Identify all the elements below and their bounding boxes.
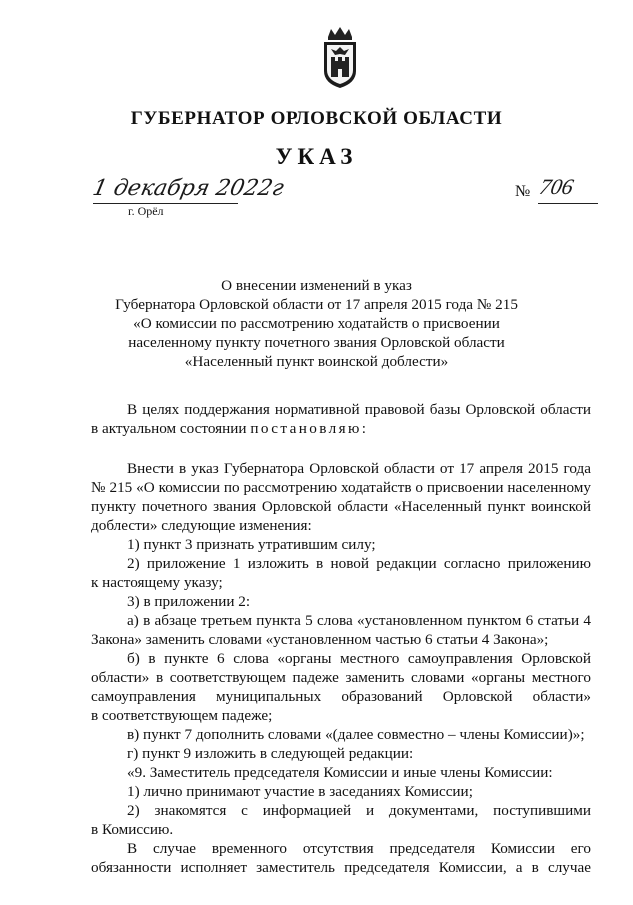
document-body [91, 400, 591, 877]
quoted-item: в Комиссию. [91, 821, 174, 838]
list-item: в соответствующем падеже; [91, 707, 273, 724]
list-item: 1) пункт 3 признать утратившим силу; [127, 536, 376, 553]
city-label: г. Орёл [128, 204, 164, 218]
preamble-text: в актуальном состоянии [91, 420, 247, 437]
list-item: г) пункт 9 изложить в следующей редакции: [127, 745, 414, 762]
handwritten-number: 706 [537, 174, 576, 199]
spacer [91, 438, 591, 458]
list-item: Закона» заменить словами «установленном частью 6 статьи 4 Закона»; [91, 631, 549, 648]
number-label: № [515, 183, 531, 200]
list-item: б) в пункте 6 слова «органы местного самоуправления Орловской [127, 650, 591, 667]
title-line: Губернатора Орловской области от 17 апреля 2015 года № 215 [115, 296, 518, 313]
quoted-item: В случае временного отсутствия председателя Комиссии его [127, 840, 591, 857]
title-line: О внесении изменений в указ [221, 277, 412, 294]
document-title [0, 276, 633, 371]
date-underline [93, 203, 238, 204]
list-item: 2) приложение 1 изложить в новой редакции согласно приложению [127, 555, 591, 572]
paragraph-line: № 215 «О комиссии по рассмотрению ходатайств о присвоении населенному [91, 479, 591, 496]
list-item: в) пункт 7 дополнить словами «(далее совместно – члены Комиссии)»; [127, 726, 585, 743]
document-type: УКАЗ [275, 144, 358, 169]
paragraph-line: пункту почетного звания Орловской области «Населенный пункт воинской [91, 498, 591, 515]
list-item: 3) в приложении 2: [127, 593, 251, 610]
paragraph-line: доблести» следующие изменения: [91, 517, 312, 534]
list-item: к настоящему указу; [91, 574, 223, 591]
title-line: «Населенный пункт воинской доблести» [184, 353, 449, 370]
paragraph-line: Внести в указ Губернатора Орловской области от 17 апреля 2015 года [127, 460, 591, 477]
quoted-item: 2) знакомятся с информацией и документами, поступившими [127, 802, 591, 819]
title-line: населенному пункту почетного звания Орловской области [128, 334, 505, 351]
preamble-line: В целях поддержания нормативной правовой базы Орловской области [127, 401, 591, 418]
quoted-item: обязанности исполняет заместитель председателя Комиссии, а в случае [91, 859, 591, 876]
handwritten-date: 1 декабря 2022г [90, 176, 287, 201]
quoted-item: «9. Заместитель председателя Комиссии и иные члены Комиссии: [127, 764, 553, 781]
decree-word: постановляю: [250, 420, 369, 437]
list-item: области» в соответствующем падеже заменить словами «органы местного [91, 669, 591, 686]
coat-of-arms-emblem [318, 27, 362, 89]
quoted-item: 1) лично принимают участие в заседаниях Комиссии; [127, 783, 473, 800]
organization-title: ГУБЕРНАТОР ОРЛОВСКОЙ ОБЛАСТИ [130, 108, 503, 129]
list-item: а) в абзаце третьем пункта 5 слова «установленном пунктом 6 статьи 4 [127, 612, 591, 629]
number-underline [538, 203, 598, 204]
list-item: самоуправления муниципальных образований Орловской области» [91, 688, 591, 705]
title-line: «О комиссии по рассмотрению ходатайств о присвоении [133, 315, 500, 332]
preamble-line [91, 419, 591, 438]
